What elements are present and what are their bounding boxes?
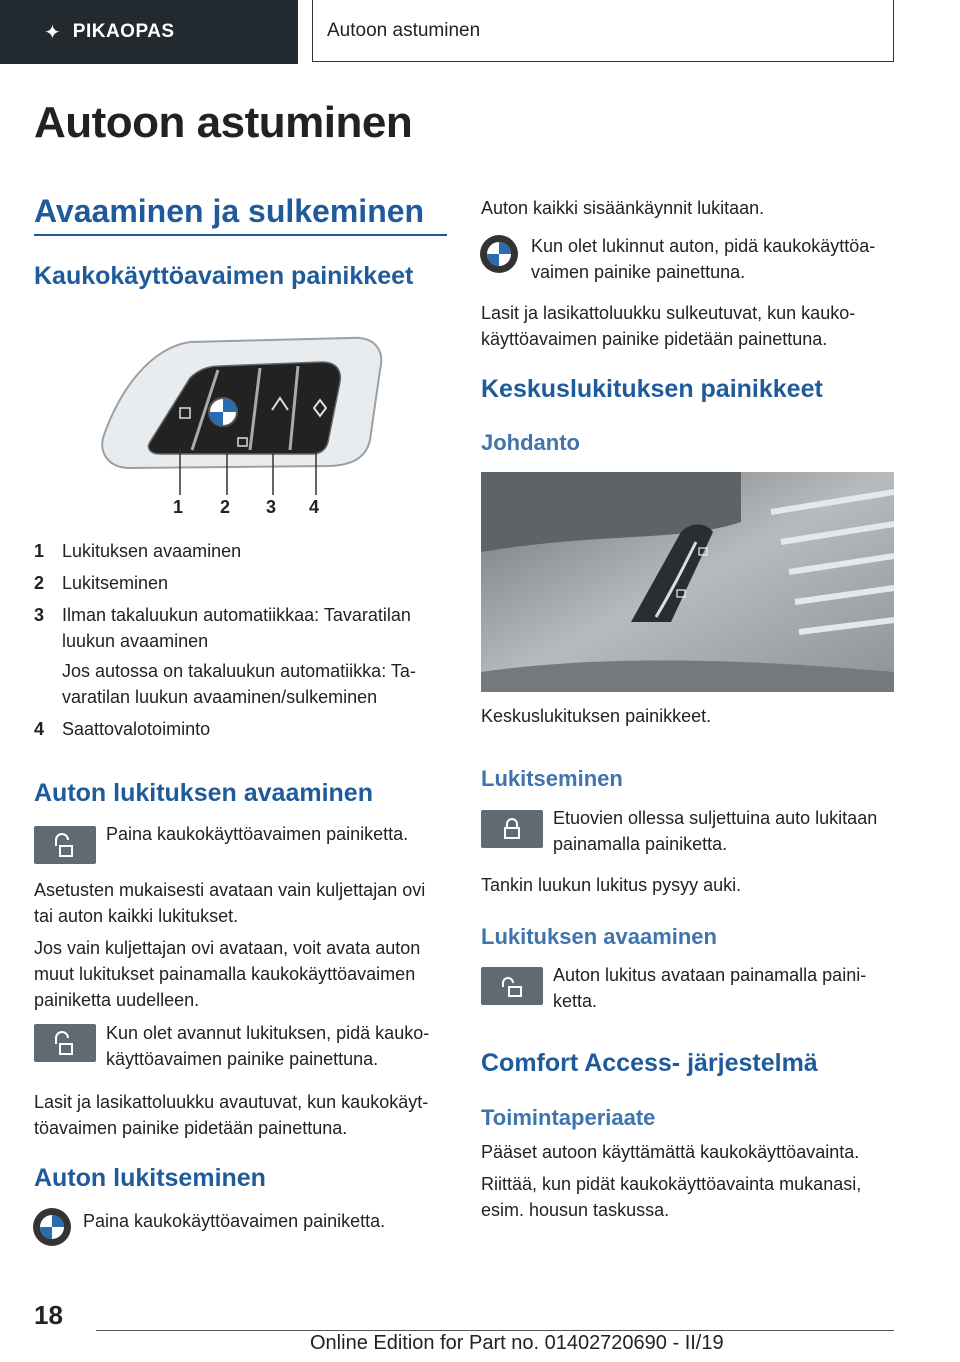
- paragraph: Auton lukitus avataan painamalla paini-: [553, 965, 867, 985]
- section-tab[interactable]: [0, 0, 298, 64]
- callout-4: 4: [309, 497, 320, 517]
- chapter-header: [312, 0, 894, 62]
- list-item: luukun avaaminen: [62, 631, 209, 651]
- quick-guide-icon: ✦: [44, 21, 61, 44]
- list-item: Lukitseminen: [62, 573, 169, 593]
- heading-intro: Johdanto: [481, 430, 580, 455]
- door-panel-photo: [481, 472, 894, 692]
- heading-central-locking: Keskuslukituksen painikkeet: [481, 375, 823, 403]
- page-title: Autoon astuminen: [34, 98, 413, 147]
- paragraph: Jos vain kuljettajan ovi avataan, voit avata auton: [34, 938, 421, 958]
- footer-rule: [96, 1330, 894, 1331]
- unlock-button-icon: [481, 967, 543, 1005]
- unlock-button-icon: [34, 826, 96, 864]
- heading-rule: [34, 234, 447, 236]
- page-number: 18: [34, 1300, 63, 1330]
- callout-1: 1: [173, 497, 184, 517]
- list-item: Lukituksen avaaminen: [62, 541, 242, 561]
- list-item: Jos autossa on takaluukun automatiikka: Ta-: [62, 661, 416, 681]
- heading-comfort-access: Comfort Access- järjestelmä: [481, 1049, 818, 1077]
- heading-key-buttons: Kaukokäyttöavaimen painikkeet: [34, 262, 414, 290]
- heading-locking: Lukitseminen: [481, 766, 623, 791]
- callout-3: 3: [266, 497, 277, 517]
- list-num: 2: [34, 573, 45, 593]
- heading-unlocking: Lukituksen avaaminen: [481, 924, 717, 949]
- heading-unlock: Auton lukituksen avaaminen: [34, 779, 373, 807]
- paragraph: tai auton kaikki lukitukset.: [34, 906, 239, 926]
- paragraph: Lasit ja lasikattoluukku sulkeutuvat, kun kauko-: [481, 303, 856, 323]
- unlock-button-icon: [34, 1024, 96, 1062]
- list-item: Saattovalotoiminto: [62, 719, 211, 739]
- chapter-label: Autoon astuminen: [327, 19, 481, 41]
- heading-principle: Toimintaperiaate: [481, 1105, 656, 1130]
- list-item: varatilan luukun avaaminen/sulkeminen: [62, 687, 378, 707]
- paragraph: Pääset autoon käyttämättä kaukokäyttöavainta.: [481, 1142, 860, 1162]
- paragraph: Asetusten mukaisesti avataan vain kuljettajan ovi: [34, 880, 426, 900]
- list-item: Ilman takaluukun automatiikkaa: Tavaratilan: [62, 605, 411, 625]
- section-label: PIKAOPAS: [72, 21, 175, 42]
- paragraph: Kun olet avannut lukituksen, pidä kauko-: [106, 1023, 430, 1043]
- paragraph: Lasit ja lasikattoluukku avautuvat, kun kaukokäyt-: [34, 1092, 429, 1112]
- edition-footer: Online Edition for Part no. 01402720690 - II/19: [310, 1332, 724, 1354]
- paragraph: painamalla painiketta.: [553, 834, 728, 854]
- paragraph: töavaimen painike pidetään painettuna.: [34, 1118, 348, 1138]
- bmw-logo-icon: [479, 234, 519, 274]
- list-num: 1: [34, 541, 45, 561]
- lock-button-icon: [481, 810, 543, 848]
- unlock-instruction: Paina kaukokäyttöavaimen painiketta.: [106, 824, 409, 844]
- callout-2: 2: [220, 497, 231, 517]
- paragraph: Etuovien ollessa suljettuina auto lukitaan: [553, 808, 878, 828]
- paragraph: esim. housun taskussa.: [481, 1200, 670, 1220]
- list-num: 4: [34, 719, 45, 739]
- paragraph: ketta.: [553, 991, 598, 1011]
- paragraph: Auton kaikki sisäänkäynnit lukitaan.: [481, 198, 765, 218]
- paragraph: käyttöavaimen painike painettuna.: [106, 1049, 379, 1069]
- heading-open-close: Avaaminen ja sulkeminen: [34, 193, 425, 229]
- paragraph: Riittää, kun pidät kaukokäyttöavainta mukanasi,: [481, 1174, 862, 1194]
- paragraph: vaimen painike painettuna.: [531, 262, 746, 282]
- heading-lock: Auton lukitseminen: [34, 1164, 266, 1192]
- lock-instruction: Paina kaukokäyttöavaimen painiketta.: [83, 1211, 386, 1231]
- key-fob-illustration: [90, 330, 410, 530]
- paragraph: muut lukitukset painamalla kaukokäyttöavaimen: [34, 964, 416, 984]
- photo-caption: Keskuslukituksen painikkeet.: [481, 706, 712, 726]
- list-num: 3: [34, 605, 45, 625]
- paragraph: käyttöavaimen painike pidetään painettuna.: [481, 329, 828, 349]
- bmw-logo-icon: [32, 1207, 72, 1247]
- paragraph: painiketta uudelleen.: [34, 990, 200, 1010]
- paragraph: Kun olet lukinnut auton, pidä kaukokäyttöa-: [531, 236, 876, 256]
- paragraph: Tankin luukun lukitus pysyy auki.: [481, 875, 742, 895]
